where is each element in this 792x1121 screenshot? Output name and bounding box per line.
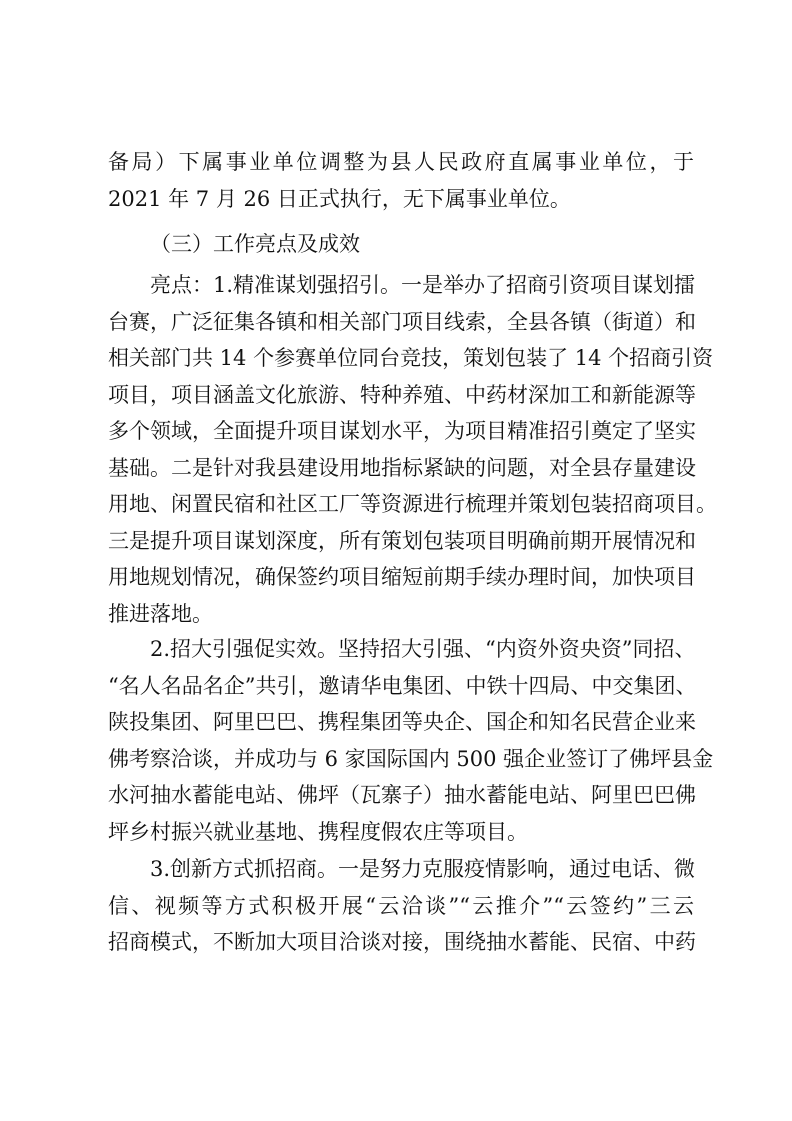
text-line: 3.创新方式抓招商。一是努力克服疫情影响，通过电话、微 [108,857,696,881]
text-line: 亮点：1.精准谋划强招引。一是举办了招商引资项目谋划擂 [108,273,696,297]
text-line: 多个领域，全面提升项目谋划水平，为项目精准招引奠定了坚实 [108,419,696,443]
top-paragraph [108,144,694,217]
text-line: 佛考察洽谈，并成功与 6 家国际国内 500 强企业签订了佛坪县金 [108,746,714,771]
text-line: 推进落地。 [108,601,213,626]
text-line: 相关部门共 14 个参赛单位同台竞技，策划包装了 14 个招商引资 [108,346,714,370]
text-line: 台赛，广泛征集各镇和相关部门项目线索，全县各镇（街道）和 [108,309,696,334]
text-line: 水河抽水蓄能电站、佛坪（瓦寨子）抽水蓄能电站、阿里巴巴佛 [108,783,696,807]
text-line: 2.招大引强促实效。坚持招大引强、“内资外资央资”同招、 [108,637,696,661]
text-line: 信、视频等方式积极开展“云洽谈”“云推介”“云签约”三云 [108,893,694,918]
paragraph-innovation [108,851,694,961]
text-line: 招商模式，不断加大项目洽谈对接，围绕抽水蓄能、民宿、中药 [108,930,696,954]
section-heading: （三）工作亮点及成效 [150,232,360,256]
text-line: 2021 年 7 月 26 日正式执行，无下属事业单位。 [108,186,571,211]
text-line: 三是提升项目谋划深度，所有策划包装项目明确前期开展情况和 [108,528,696,553]
text-line: 用地规划情况，确保签约项目缩短前期手续办理时间，加快项目 [108,565,696,589]
paragraph-attract-big [108,631,714,850]
text-line: 坪乡村振兴就业基地、携程度假农庄等项目。 [108,819,528,844]
paragraph-highlights [108,267,717,632]
text-line: 陕投集团、阿里巴巴、携程集团等央企、国企和知名民营企业来 [108,710,696,734]
text-line: 备局）下属事业单位调整为县人民政府直属事业单位，于 [108,150,694,174]
text-line: 基础。二是针对我县建设用地指标紧缺的问题，对全县存量建设 [108,455,696,480]
text-line: “名人名品名企”共引，邀请华电集团、中铁十四局、中交集团、 [108,673,697,698]
text-line: 项目，项目涵盖文化旅游、特种养殖、中药材深加工和新能源等 [108,382,696,407]
text-line: 用地、闲置民宿和社区工厂等资源进行梳理并策划包装招商项目。 [108,492,717,516]
